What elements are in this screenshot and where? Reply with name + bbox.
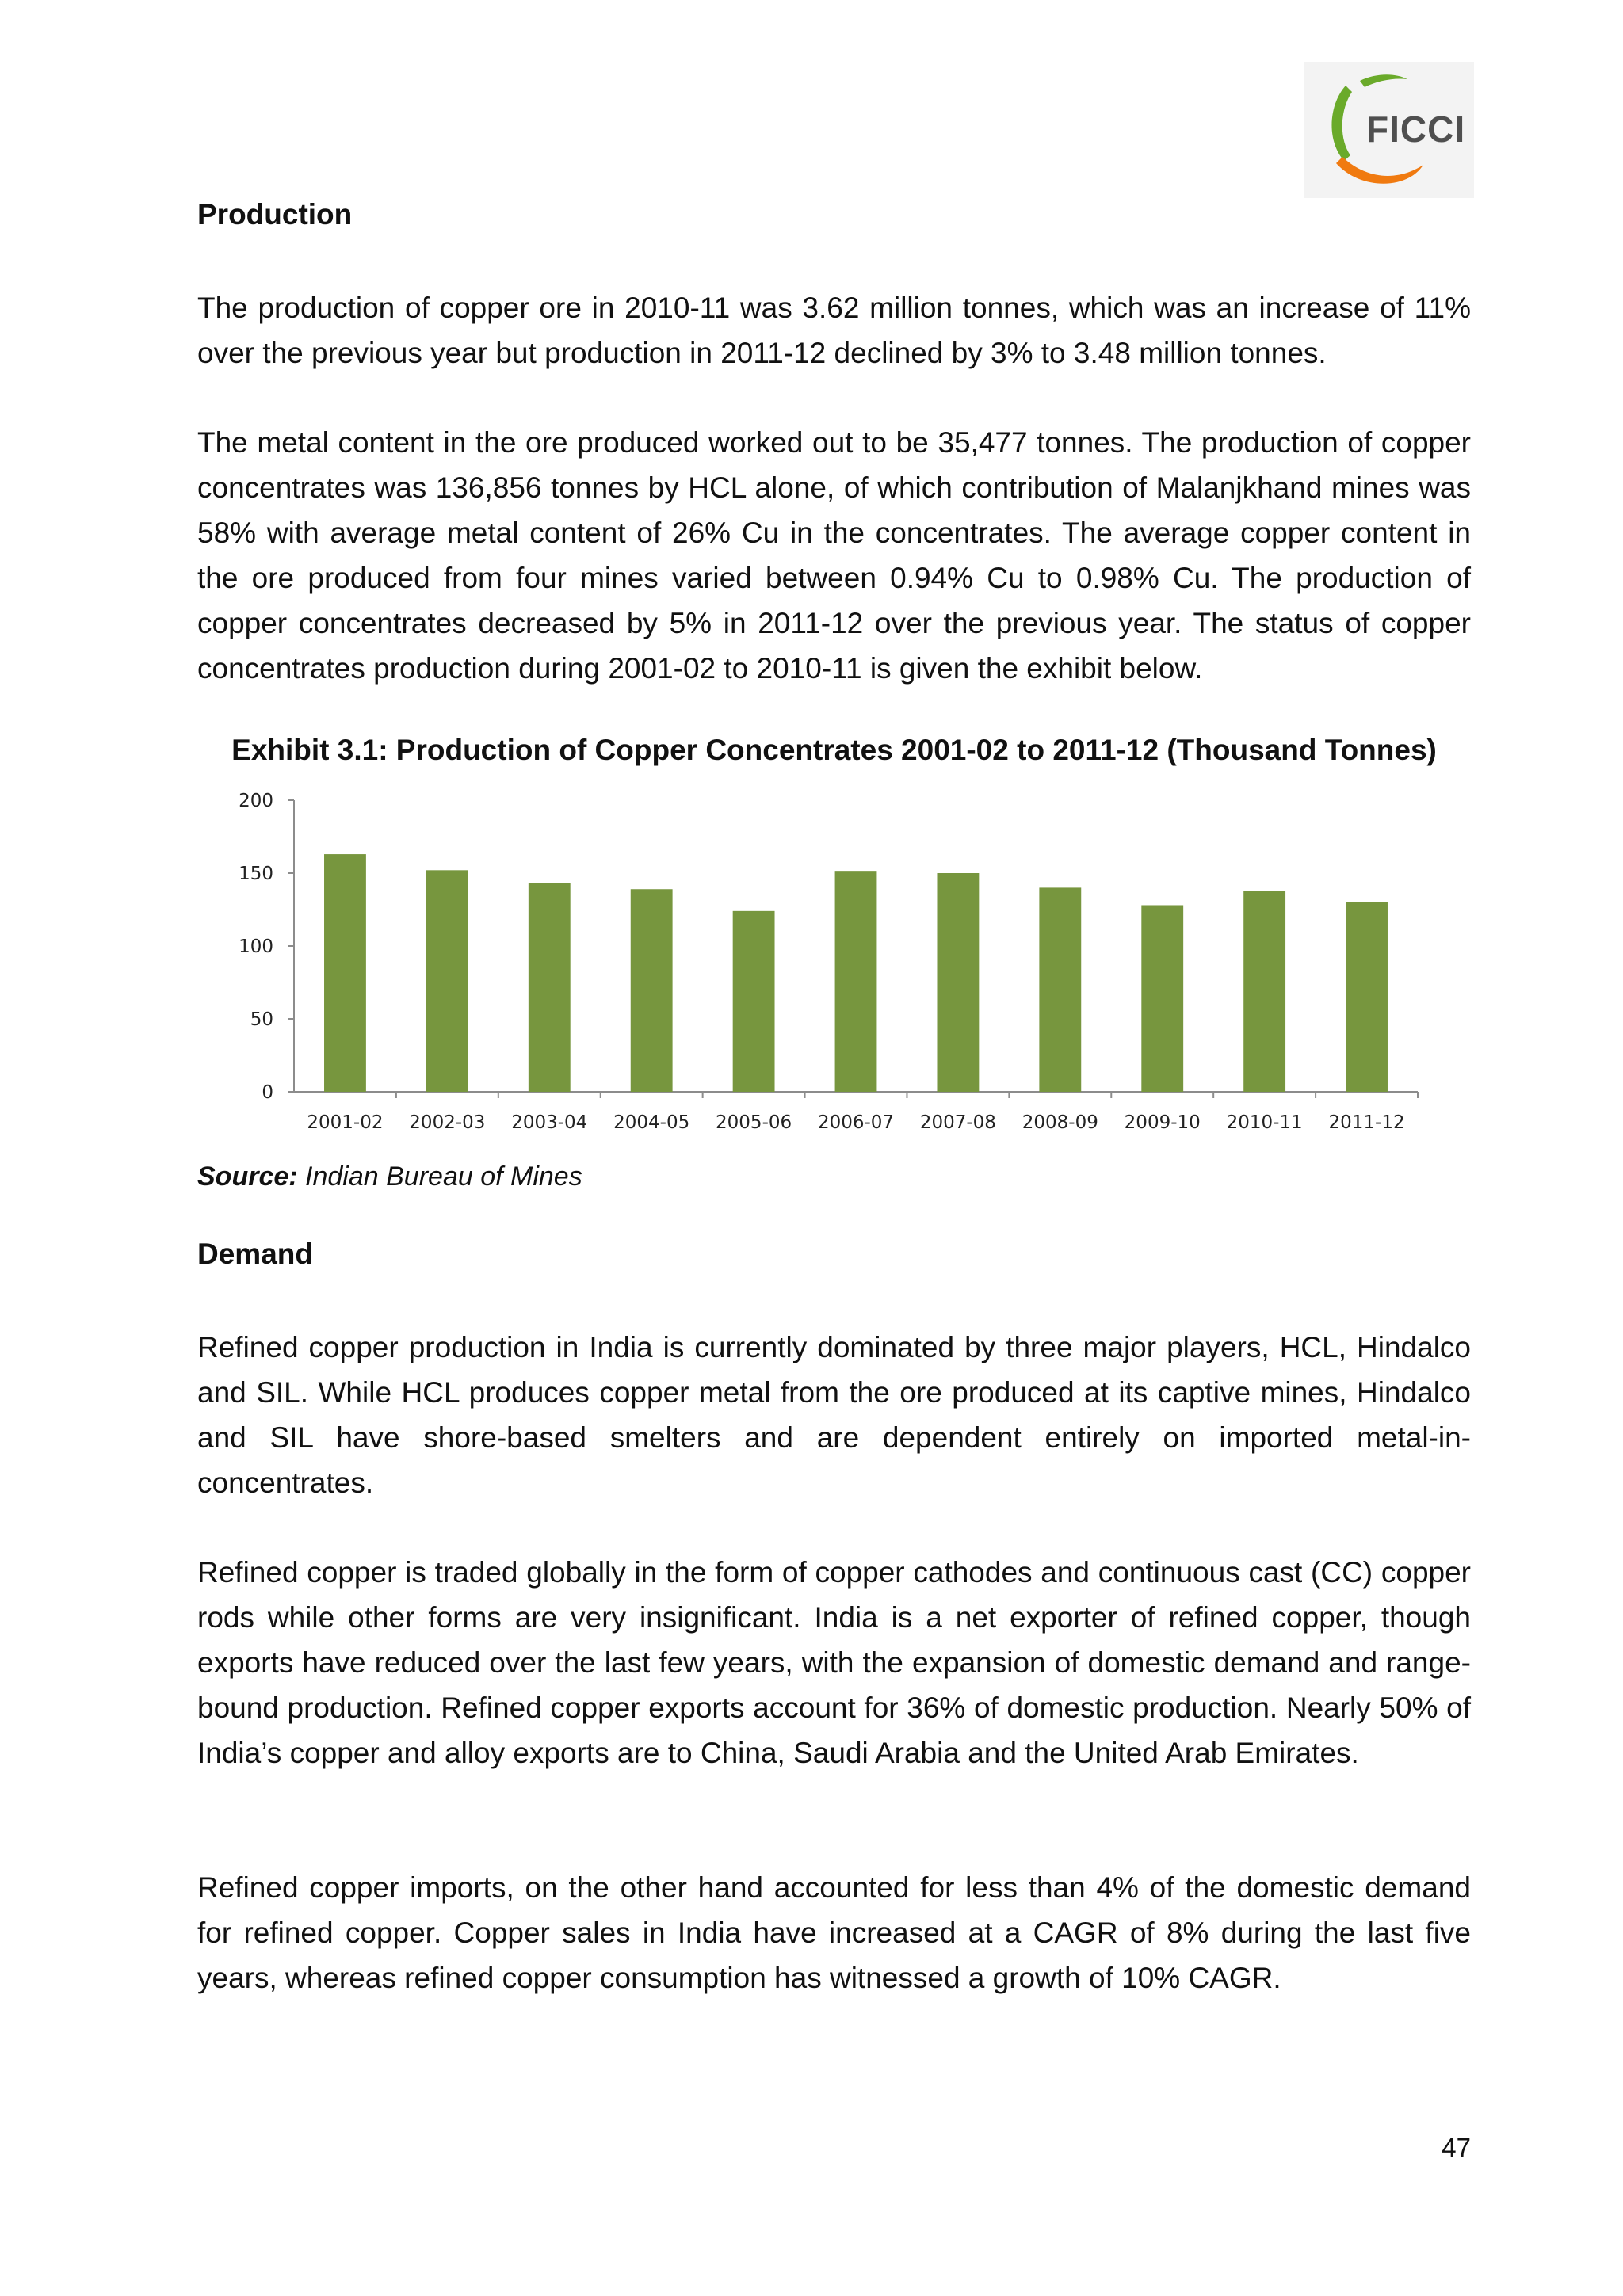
bar-2008-09 xyxy=(1039,887,1081,1092)
source-label: Source: xyxy=(197,1161,298,1192)
x-tick-label-2002-03: 2002-03 xyxy=(409,1112,486,1133)
production-paragraph-1: The production of copper ore in 2010-11 was 3.62 million tonnes, which was an increase of 11% over the previous year but production in 2011-12 declined by 3% to 3.48 million tonnes. xyxy=(197,292,1471,369)
bar-2003-04 xyxy=(529,883,571,1092)
page-number: 47 xyxy=(1442,2133,1471,2162)
bar-2009-10 xyxy=(1141,905,1183,1092)
exhibit-title: Exhibit 3.1: Production of Copper Concentrates 2001-02 to 2011-12 (Thousand Tonnes) xyxy=(231,734,1437,766)
x-tick-label-2003-04: 2003-04 xyxy=(511,1112,588,1133)
x-tick-label-2009-10: 2009-10 xyxy=(1124,1112,1201,1133)
production-paragraph-2: The metal content in the ore produced worked out to be 35,477 tonnes. The production of copper concentrates was 136,856 tonnes by HCL alone, of which contribution of Malanjkhand mines was 58% with average metal content of 26% Cu in the concentrates. The average copper content in the ore produced from four mines varied between 0.94% Cu to 0.98% Cu. The production of copper concentrates decreased by 5% in 2011-12 over the previous year. The status of copper concentrates production during 2001-02 to 2010-11 is given the exhibit below. xyxy=(197,426,1471,685)
ficci-logo xyxy=(1304,62,1474,198)
bar-2011-12 xyxy=(1346,902,1388,1092)
x-tick-label-2006-07: 2006-07 xyxy=(817,1112,895,1133)
bar-2004-05 xyxy=(631,889,673,1092)
x-tick-label-2010-11: 2010-11 xyxy=(1226,1112,1303,1133)
bar-2010-11 xyxy=(1243,891,1285,1092)
source-text: Indian Bureau of Mines xyxy=(305,1161,582,1192)
y-tick-label: 0 xyxy=(262,1082,273,1103)
production-heading: Production xyxy=(197,198,353,231)
demand-paragraph-1: Refined copper production in India is currently dominated by three major players, HCL, Hindalco and SIL. While HCL produces copper metal from the ore produced at its captive mines, Hindalco and SIL have shore-based smelters and are dependent entirely on imported metal-in-concentrates. xyxy=(197,1331,1471,1499)
x-tick-label-2001-02: 2001-02 xyxy=(307,1112,384,1133)
x-tick-label-2008-09: 2008-09 xyxy=(1022,1112,1098,1133)
production-bar-chart xyxy=(197,778,1434,1150)
x-tick-label-2007-08: 2007-08 xyxy=(919,1112,996,1133)
demand-heading: Demand xyxy=(197,1238,313,1270)
y-tick-label: 200 xyxy=(239,791,273,811)
bar-2007-08 xyxy=(937,873,979,1092)
y-tick-label: 150 xyxy=(239,864,273,884)
x-tick-label-2011-12: 2011-12 xyxy=(1328,1112,1405,1133)
exhibit-source xyxy=(197,1161,582,1192)
bar-2006-07 xyxy=(835,871,877,1092)
demand-paragraph-2: Refined copper is traded globally in the form of copper cathodes and continuous cast (CC) copper rods while other forms are very insignificant. India is a net exporter of refined copper, though exports have reduced over the last few years, with the expansion of domestic demand and range-bound production. Refined copper exports account for 36% of domestic production. Nearly 50% of India’s copper and alloy exports are to China, Saudi Arabia and the United Arab Emirates. xyxy=(197,1556,1471,1769)
y-tick-label: 100 xyxy=(239,936,273,957)
bar-2005-06 xyxy=(733,911,775,1092)
x-tick-label-2005-06: 2005-06 xyxy=(716,1112,792,1133)
bar-2002-03 xyxy=(426,870,468,1092)
logo-text: FICCI xyxy=(1366,109,1466,150)
bar-2001-02 xyxy=(324,854,366,1092)
y-tick-label: 50 xyxy=(250,1009,273,1030)
x-tick-label-2004-05: 2004-05 xyxy=(613,1112,690,1133)
demand-paragraph-3: Refined copper imports, on the other hand accounted for less than 4% of the domestic demand for refined copper. Copper sales in India have increased at a CAGR of 8% during the last five years, whereas refined copper consumption has witnessed a growth of 10% CAGR. xyxy=(197,1871,1471,1994)
